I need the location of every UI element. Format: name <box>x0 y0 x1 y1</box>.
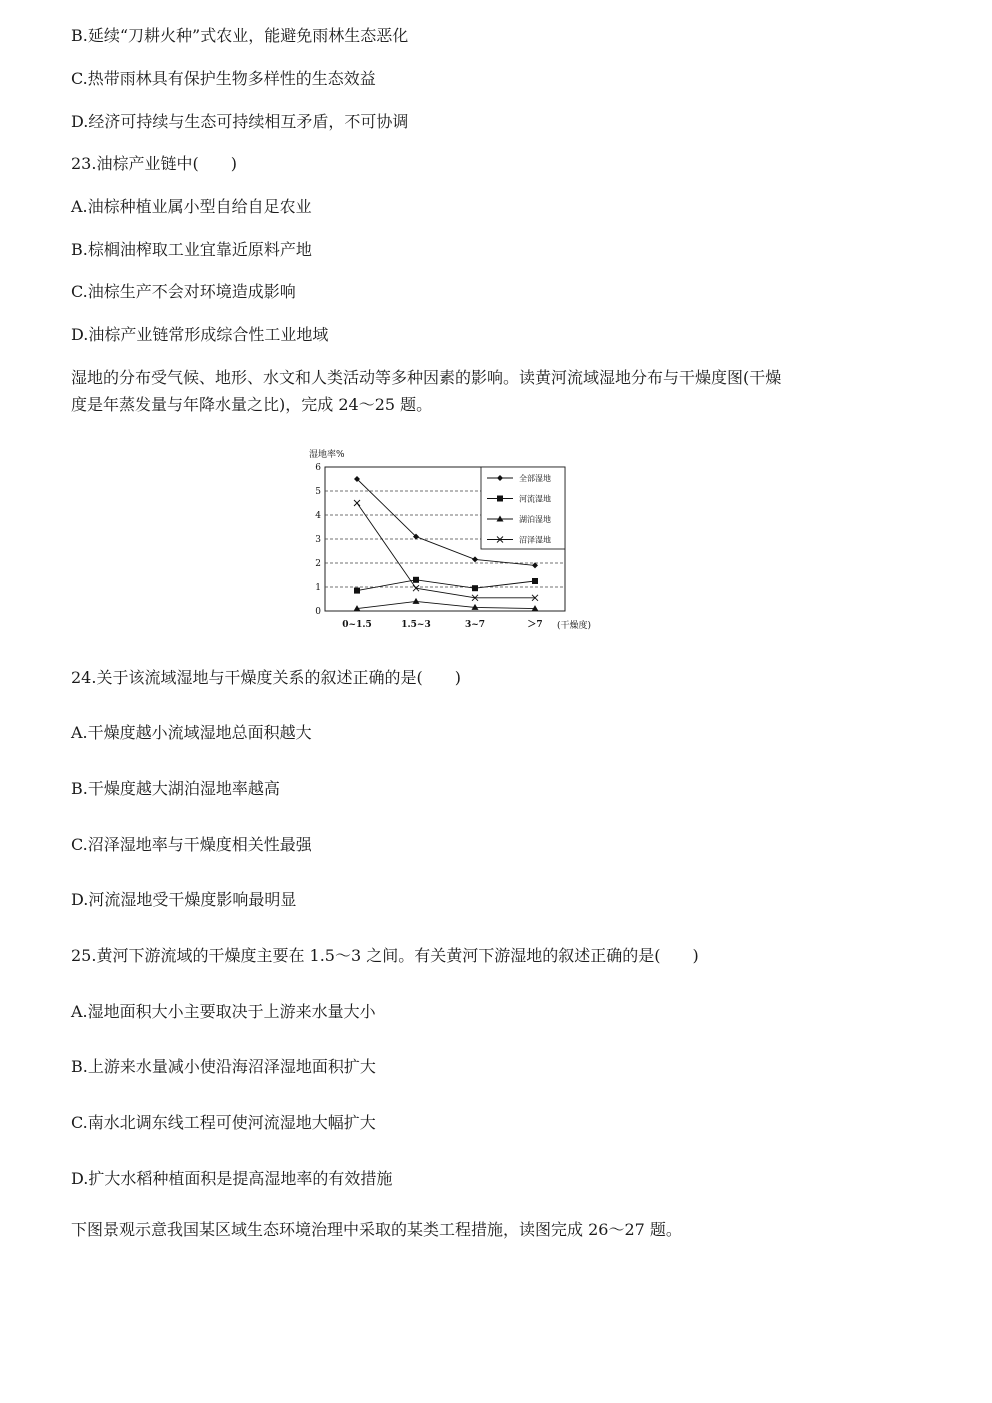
x-tick-label: 0~1.5 <box>342 620 372 630</box>
y-tick-label: 3 <box>315 535 321 545</box>
y-tick-label: 4 <box>315 511 321 521</box>
y-tick-label: 0 <box>315 607 321 617</box>
y-tick-label: 6 <box>315 463 321 473</box>
chart-ylabel: 湿地率% <box>309 450 345 460</box>
data-point-s1-3 <box>532 578 538 584</box>
y-tick-label: 2 <box>315 559 321 569</box>
wetland-dryness-chart <box>305 445 615 635</box>
chart-xlabel: (干燥度) <box>557 621 592 631</box>
q25-option-a: A.湿地面积大小主要取决于上游来水量大小 <box>71 1002 376 1021</box>
legend-label: 沼泽湿地 <box>519 535 551 545</box>
wetland-intro-line1: 湿地的分布受气候、地形、水文和人类活动等多种因素的影响。读黄河流域湿地分布与干燥度图(干燥 <box>71 368 782 387</box>
q22-option-c: C.热带雨林具有保护生物多样性的生态效益 <box>71 69 376 88</box>
x-tick-label: ＞7 <box>527 620 543 630</box>
q23-option-d: D.油棕产业链常形成综合性工业地域 <box>71 325 329 344</box>
data-point-s3-0 <box>354 500 360 506</box>
data-point-s0-2 <box>472 556 478 562</box>
data-point-s1-1 <box>413 577 419 583</box>
next-section-intro: 下图景观示意我国某区域生态环境治理中采取的某类工程措施，读图完成 26～27 题。 <box>71 1220 682 1239</box>
q24-option-b: B.干燥度越大湖泊湿地率越高 <box>71 779 280 798</box>
y-tick-label: 5 <box>315 487 321 497</box>
q23-option-b: B.棕榈油榨取工业宜靠近原料产地 <box>71 240 312 259</box>
q23-stem: 23.油棕产业链中( ) <box>71 154 237 173</box>
x-tick-label: 3~7 <box>464 620 486 630</box>
q22-option-b: B.延续“刀耕火种”式农业，能避免雨林生态恶化 <box>71 26 409 45</box>
q22-option-d: D.经济可持续与生态可持续相互矛盾，不可协调 <box>71 112 409 131</box>
x-tick-label: 1.5~3 <box>401 620 431 630</box>
y-tick-label: 1 <box>315 583 321 593</box>
data-point-s2-3 <box>532 605 539 611</box>
q24-stem: 24.关于该流域湿地与干燥度关系的叙述正确的是( ) <box>71 668 461 687</box>
wetland-intro-line2: 度是年蒸发量与年降水量之比)，完成 24～25 题。 <box>71 395 433 414</box>
q25-option-c: C.南水北调东线工程可使河流湿地大幅扩大 <box>71 1113 376 1132</box>
series-line-2 <box>357 601 535 608</box>
q25-option-d: D.扩大水稻种植面积是提高湿地率的有效措施 <box>71 1169 393 1188</box>
data-point-s2-1 <box>413 598 420 604</box>
chart-svg <box>305 445 615 635</box>
q23-option-c: C.油棕生产不会对环境造成影响 <box>71 282 296 301</box>
series-line-1 <box>357 580 535 591</box>
data-point-s1-0 <box>354 588 360 594</box>
q24-option-a: A.干燥度越小流域湿地总面积越大 <box>71 723 312 742</box>
legend-label: 全部湿地 <box>519 474 551 483</box>
q23-option-a: A.油棕种植业属小型自给自足农业 <box>71 197 312 216</box>
q24-option-c: C.沼泽湿地率与干燥度相关性最强 <box>71 835 312 854</box>
data-point-s1-2 <box>472 585 478 591</box>
legend-marker-1 <box>497 496 503 502</box>
legend-label: 河流湿地 <box>519 494 551 504</box>
q25-option-b: B.上游来水量减小使沿海沼泽湿地面积扩大 <box>71 1057 376 1076</box>
q24-option-d: D.河流湿地受干燥度影响最明显 <box>71 890 297 909</box>
q25-stem: 25.黄河下游流域的干燥度主要在 1.5～3 之间。有关黄河下游湿地的叙述正确的是( ) <box>71 946 699 965</box>
legend-label: 湖泊湿地 <box>519 515 551 524</box>
